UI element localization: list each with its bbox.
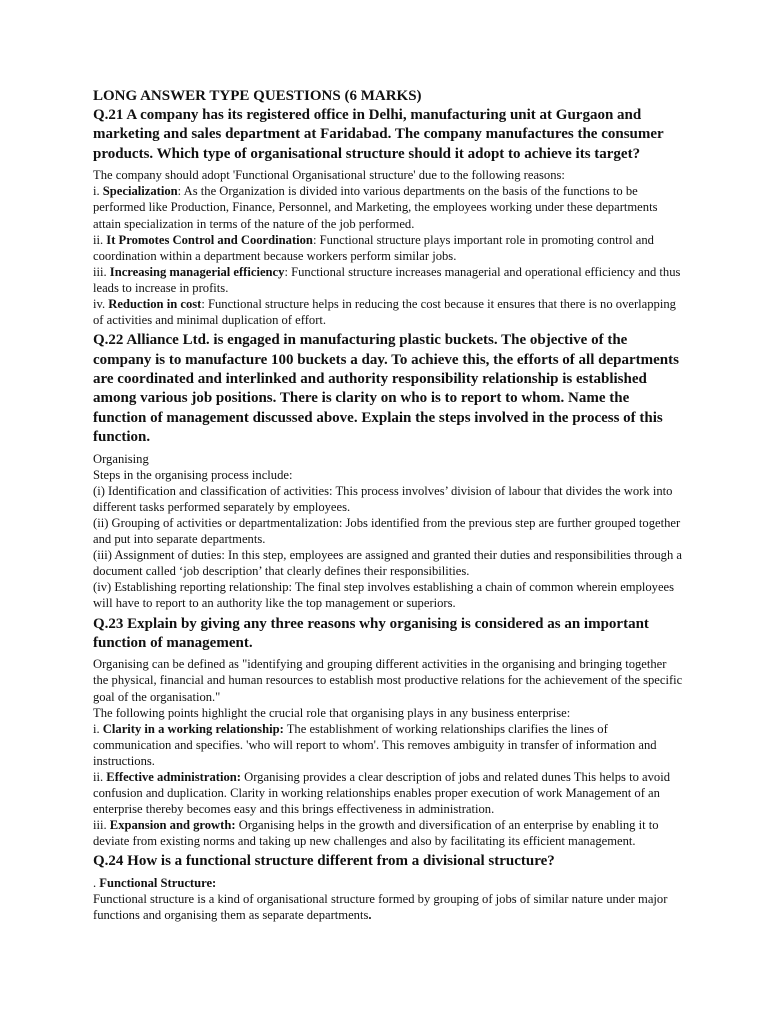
q23-intro: The following points highlight the crucial role that organising plays in any business enterprise:	[93, 705, 571, 720]
question-22: Q.22 Alliance Ltd. is engaged in manufacturing plastic buckets. The objective of the company is to manufacture 100 buckets a day. To achieve this, the efforts of all departments are coordinated and interlinked and authority responsibility relationship is established among various job positions. There is clarity on who is to report to whom. Name the function of management discussed above. Explain the steps involved in the process of this function.	[93, 332, 679, 446]
q24-subheading-label: Functional Structure:	[99, 875, 217, 890]
question-21: Q.21 A company has its registered office in Delhi, manufacturing unit at Gurgaon and marketing and sales department at Faridabad. The company manufactures the consumer products. Which type of organisational structure should it adopt to achieve its target?	[93, 107, 664, 162]
q22-step-3: (iii) Assignment of duties: In this step, employees are assigned and granted their duties and responsibilities through a document called ‘job description’ that clearly defines their responsibilities.	[93, 548, 682, 579]
q22-step-2: (ii) Grouping of activities or departmentalization: Jobs identified from the previous step are further grouped together and put into separate departments.	[93, 515, 681, 547]
q21-point-2: ii. It Promotes Control and Coordination: Functional structure plays important role in promoting control and coordination within a department because workers perform similar jobs.	[93, 232, 654, 263]
q23-point-3: iii. Expansion and growth: Organising helps in the growth and diversification of an enterprise by enabling it to deviate from existing norms and taking up new challenges and also by facilitating its efficient management.	[93, 818, 659, 849]
section-heading: LONG ANSWER TYPE QUESTIONS (6 MARKS)	[93, 88, 422, 104]
q21-point-4-term: Reduction in cost	[108, 296, 202, 311]
q21-point-4: iv. Reduction in cost: Functional structure helps in reducing the cost because it ensures that there is no overlapping of activities and minimal duplication of effort.	[93, 296, 676, 328]
q22-intro: Steps in the organising process include:	[93, 467, 293, 482]
q21-intro: The company should adopt 'Functional Organisational structure' due to the following reasons:	[93, 168, 565, 183]
q23-definition: Organising can be defined as "identifying and grouping different activities in the organising and bringing together the physical, financial and human resources to establish most productive relations for the achievement of the specific goal of the organisation."	[93, 657, 683, 704]
q21-point-1-term: Specialization	[102, 184, 178, 199]
q22-step-4: (iv) Establishing reporting relationship: The final step involves establishing a chain of common wherein employees will have to report to an authority like the top management or superiors.	[93, 580, 675, 611]
q23-point-1: i. Clarity in a working relationship: The establishment of working relationships clarifies the lines of communication and specifies. 'who will report to whom'. This removes ambiguity in transfer of information and instructions.	[93, 721, 657, 768]
q24-subheading: . Functional Structure:	[93, 875, 217, 890]
q21-point-2-term: It Promotes Control and Coordination	[106, 232, 313, 247]
q24-text: Functional structure is a kind of organisational structure formed by grouping of jobs of similar nature under major functions and organising them as separate departments.	[93, 891, 668, 923]
q21-point-1: i. Specialization: As the Organization is divided into various departments on the basis of the functions to be performed like Production, Finance, Personnel, and Marketing, the employees working under these departments attain specialization in terms of the nature of the job performed.	[93, 184, 658, 231]
question-23: Q.23 Explain by giving any three reasons why organising is considered as an important function of management.	[93, 615, 649, 651]
document-page	[93, 87, 683, 923]
question-24: Q.24 How is a functional structure different from a divisional structure?	[93, 853, 555, 870]
q22-step-1: (i) Identification and classification of activities: This process involves’ division of labour that divides the work into different tasks performed separately by employees.	[93, 483, 673, 514]
q23-point-2: ii. Effective administration: Organising provides a clear description of jobs and related dunes This helps to avoid confusion and duplication. Clarity in working relationships enables proper execution of work Management of an enterprise thereby becomes easy and this brings effectiveness in administration.	[93, 770, 670, 817]
q23-point-3-term: Expansion and growth:	[109, 818, 236, 833]
q21-point-3: iii. Increasing managerial efficiency: Functional structure increases managerial and operational efficiency and thus leads to increase in profits.	[93, 264, 681, 295]
q23-point-2-term: Effective administration:	[106, 770, 241, 784]
q23-point-1-term: Clarity in a working relationship:	[102, 721, 284, 736]
q21-point-3-term: Increasing managerial efficiency	[109, 264, 285, 279]
q22-answer: Organising	[93, 451, 149, 466]
